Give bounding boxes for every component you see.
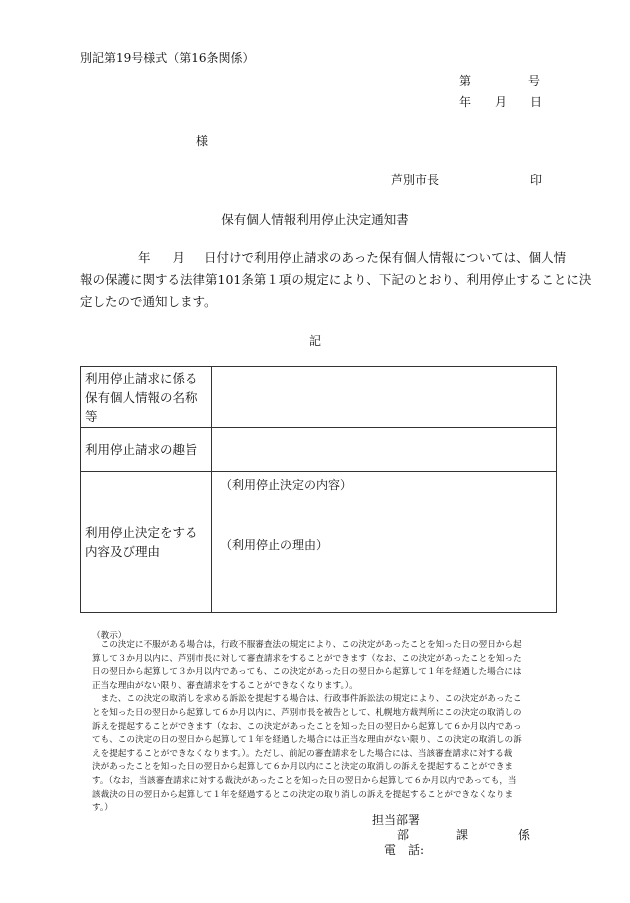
table-row [81,472,557,613]
document-title: 保有個人情報利用停止決定通知書 [221,212,409,227]
body-month-label: 月 [172,250,186,265]
contact-department-label: 担当部署 [372,813,421,827]
document-number-label: 第 [459,74,472,88]
row1-label-line: 保有個人情報の名称 [85,389,198,405]
contact-phone-label: 電 話: [384,843,425,857]
row1-value-cell [212,367,557,428]
notice-line: 該裁決の日の翌日から起算して１年を経過するとこの決定の取り消しの訴えを提起することができなくなりま [92,789,514,800]
notice-line: す。（なお，当該審査請求に対する裁決があったことを知った日の翌日から起算して６か月以内であっても，当 [92,775,517,786]
row1-label-line: 利用停止請求に係る [85,370,198,386]
row3-label-cell [81,472,212,613]
notice-line: 正当な理由がない限り、審査請求をすることができなくなります。）。 [92,680,358,691]
notice-heading: （教示） [92,631,127,641]
row1-label-line: 等 [85,408,98,424]
table-row [81,428,557,472]
row2-value-cell [212,428,557,472]
notice-line: また、この決定の取消しを求める訴訟を提起する場合は、行政事件訴訟法の規定により、この決定があったこ [92,694,522,705]
body-year-label: 年 [138,250,151,265]
notice-line: とを知った日の翌日から起算して６か月以内に、芦別市長を被告として、札幌地方裁判所にこの決定の取消しの [92,707,522,718]
row3-label-line: 利用停止決定をする [85,525,198,540]
document-number-suffix: 号 [528,74,541,88]
decision-reason-label: （利用停止の理由） [220,538,329,552]
notice-line: この決定に不服がある場合は，行政不服審査法の規定により、この決定があったことを知った日の翌日から起 [92,640,522,650]
row3-value-cell [212,472,557,613]
body-line3: 定したので通知します。 [80,294,217,309]
division-label: 部 [397,828,410,842]
body-line2: 報の保護に関する法律第101条第１項の規定により、下記のとおり、利用停止することに決 [80,272,592,287]
row1-label-cell [81,367,212,428]
date-month-label: 月 [495,95,508,109]
issuer-name: 芦別市長 [391,173,440,187]
notice-line: 訴えを提起することができます（なお、この決定があったことを知った日の翌日から起算して６か月以内であっ [92,721,522,732]
notice-line: 決があったことを知った日の翌日から起算して６か月以内にこと決定の取消しの訴えを提起することができま [92,762,514,773]
addressee-honorific: 様 [196,134,209,148]
staff-label: 係 [518,828,531,842]
notice-line: 算して３か月以内に、芦別市長に対して審査請求をすることができます（なお、この決定があったことを知った [92,653,522,664]
decision-content-label: （利用停止決定の内容） [220,478,353,492]
date-year-label: 年 [459,95,472,109]
row2-label-cell [81,428,212,472]
section-label: 課 [456,828,469,842]
form-identifier: 別記第19号様式（第16条関係） [80,51,255,65]
notice-line: す。） [92,803,113,814]
row3-label-line: 内容及び理由 [85,544,161,559]
notice-line: えを提起することができなくなります。）。ただし、前記の審査請求をした場合には、当該審査請求に対する裁 [92,748,513,759]
table-row [81,367,557,428]
body-line1-text: 日付けで利用停止請求のあった保有個人情報については、個人情 [204,250,567,265]
decision-table [80,366,557,613]
body-paragraph [80,247,592,313]
row2-label-line: 利用停止請求の趣旨 [85,442,198,457]
ki-heading: 記 [308,334,321,348]
notice-line: 日の翌日から起算して３か月以内であっても、この決定があった日の翌日から起算して１年を経過した場合には [92,667,522,678]
date-day-label: 日 [530,95,543,109]
notice-line: ても、この決定の日の翌日から起算して１年を経過した場合には正当な理由がない限り、この決定の取消しの訴 [92,735,522,746]
notice-text [92,639,547,816]
seal-mark: 印 [530,173,543,187]
